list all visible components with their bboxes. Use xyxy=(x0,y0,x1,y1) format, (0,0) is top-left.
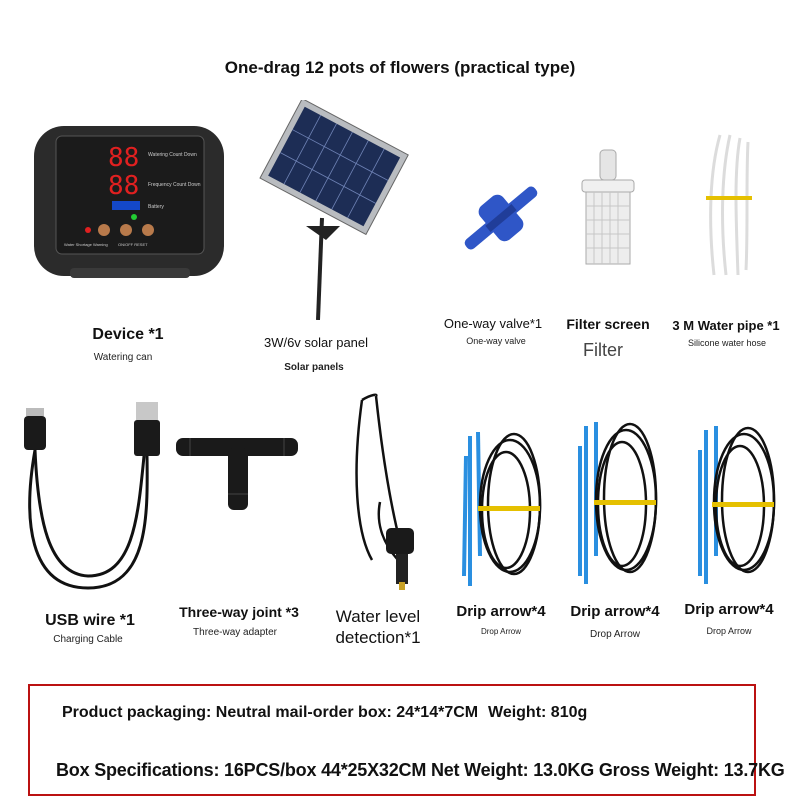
water-level-label: Water level detection*1 xyxy=(335,607,421,647)
box-specifications: Box Specifications: 16PCS/box 44*25X32CM Net Weight: 13.0KG Gross Weight: 13.7KG xyxy=(56,760,785,780)
filter-screen-label: Filter screen xyxy=(566,316,650,332)
drip-arrow-image-1 xyxy=(458,426,548,596)
device-label: Device *1 xyxy=(92,326,164,343)
water-pipe-sublabel: Silicone water hose xyxy=(687,338,767,348)
solar-panel-image xyxy=(250,100,410,320)
water-pipe-image xyxy=(700,130,760,280)
usb-wire-label: USB wire *1 xyxy=(45,612,135,629)
filter-screen-image xyxy=(574,146,644,272)
usb-wire-image xyxy=(18,398,168,608)
solar-panel-sublabel: Solar panels xyxy=(284,362,344,373)
one-way-valve-label: One-way valve*1 xyxy=(443,316,543,331)
svg-text:Battery: Battery xyxy=(148,204,164,210)
svg-text:ON/OFF RESET: ON/OFF RESET xyxy=(118,242,148,247)
usb-wire-sublabel: Charging Cable xyxy=(53,634,123,645)
svg-text:Frequency Count Down: Frequency Count Down xyxy=(148,182,201,188)
three-way-joint-image xyxy=(172,432,302,516)
water-pipe-label: 3 M Water pipe *1 xyxy=(672,318,780,333)
display-2: 88 xyxy=(108,171,140,201)
drip-arrow-label-1: Drip arrow*4 xyxy=(456,603,546,620)
one-way-valve-sublabel: One-way valve xyxy=(466,336,526,346)
device-sublabel: Watering can xyxy=(93,352,153,363)
drip-arrow-image-3 xyxy=(694,420,784,596)
drip-arrow-sublabel-2: Drop Arrow xyxy=(589,629,640,640)
drip-arrow-label-2: Drip arrow*4 xyxy=(570,603,660,620)
page-title: One-drag 12 pots of flowers (practical type) xyxy=(224,58,576,77)
drip-arrow-image-2 xyxy=(572,416,662,596)
display-1: 88 xyxy=(108,143,140,173)
packaging-line: Product packaging: Neutral mail-order box: 24*14*7CM xyxy=(62,704,479,721)
three-way-joint-label: Three-way joint *3 xyxy=(179,604,299,620)
drip-arrow-sublabel-1: Drop Arrow xyxy=(480,627,521,636)
svg-text:Watering Count Down: Watering Count Down xyxy=(148,152,197,158)
packaging-weight: Weight: 810g xyxy=(488,704,588,721)
drip-arrow-sublabel-3: Drop Arrow xyxy=(706,626,752,636)
filter-screen-sublabel: Filter xyxy=(583,340,623,360)
three-way-joint-sublabel: Three-way adapter xyxy=(193,627,277,638)
watering-device-image xyxy=(30,118,230,288)
svg-text:Water Shortage Warning: Water Shortage Warning xyxy=(64,242,108,247)
drip-arrow-label-3: Drip arrow*4 xyxy=(684,601,774,618)
solar-panel-label: 3W/6v solar panel xyxy=(263,335,369,350)
one-way-valve-image xyxy=(448,168,554,268)
water-level-sensor-image xyxy=(342,392,432,598)
